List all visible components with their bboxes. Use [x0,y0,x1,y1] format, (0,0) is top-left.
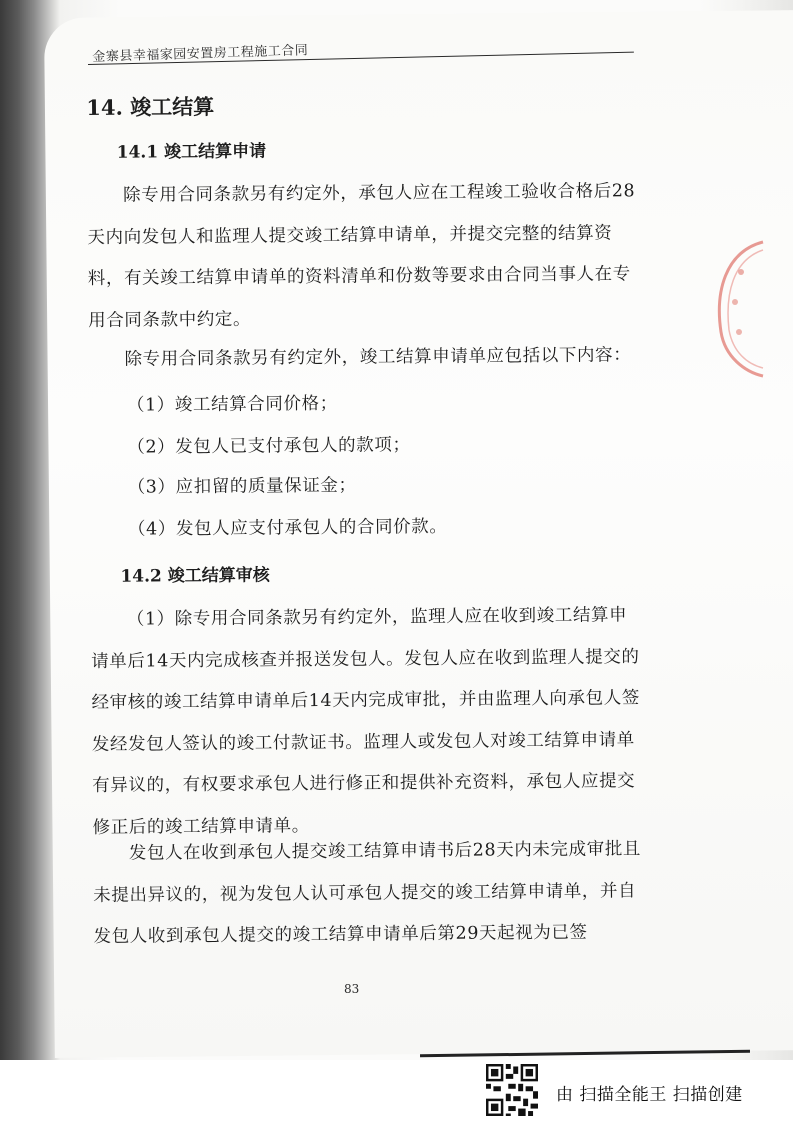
subsection-title: 14.2 竣工结算审核 [120,565,270,587]
list-item: （1）竣工结算合同价格； [126,393,338,416]
paragraph: 除专用合同条款另有约定外，竣工结算申请单应包括以下内容： [124,345,632,370]
paragraph: 除专用合同条款另有约定外，承包人应在工程竣工验收合格后28天内向发包人和监理人提交竣工结算申请单，并提交完整的结算资料，有关竣工结算申请单的资料清单和份数等要求由合同当事人在专用合同条款中约定。 [87,181,636,331]
list-item: （4）发包人应支付承包人的合同价款。 [127,516,448,540]
qr-code-icon [486,1064,538,1116]
list-item: （3）应扣留的质量保证金； [127,475,357,498]
paragraph: 发包人在收到承包人提交竣工结算申请书后28天内未完成审批且未提出异议的，视为发包人认可承包人提交的竣工结算申请单，并自发包人收到承包人提交的竣工结算申请单后第29天起视为已签 [93,839,642,947]
list-item: （2）发包人已支付承包人的款项； [127,435,411,458]
running-header: 金寨县幸福家园安置房工程施工合同 [92,43,309,65]
paragraph: （1）除专用合同条款另有约定外，监理人应在收到竣工结算申请单后14天内完成核查并报送发包人。发包人应在收到监理人提交的经审核的竣工结算申请单后14天内完成审批，并由监理人向承包人签发经发包人签认的竣工付款证书。监理人或发包人对竣工结算申请单有异议的，有权要求承包人进行修正和提供补充资料，承包人应提交修正后的竣工结算申请单。 [91,605,640,838]
subsection-title: 14.1 竣工结算申请 [116,141,267,163]
page-number: 83 [344,982,360,996]
red-seal-stamp [705,232,765,382]
footer-watermark-text: 由 扫描全能王 扫描创建 [556,1085,743,1105]
section-title: 14. 竣工结算 [86,93,215,120]
